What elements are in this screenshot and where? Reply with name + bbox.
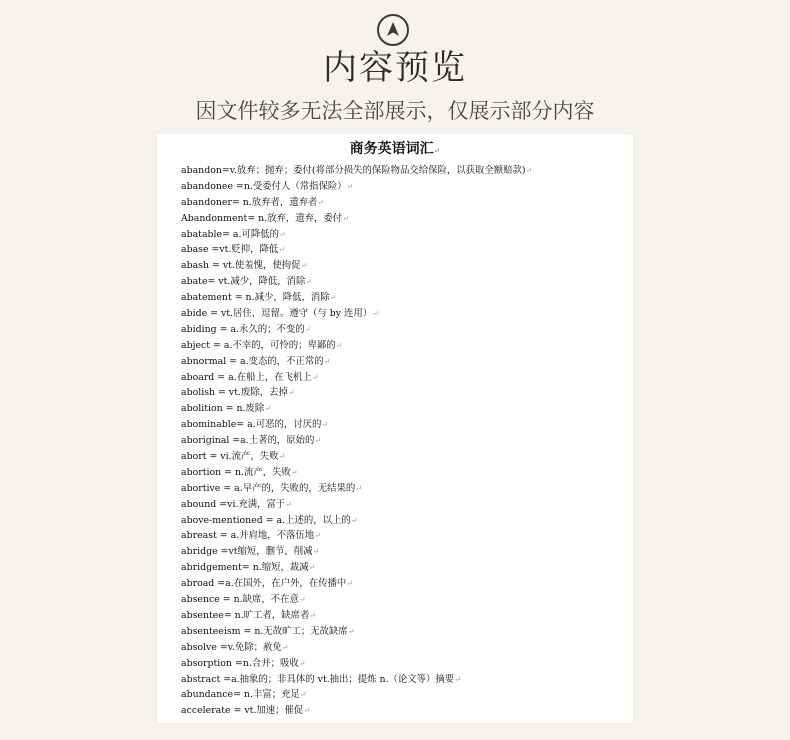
- vocabulary-entry-text: aboriginal =a.土著的，原始的: [181, 435, 315, 447]
- return-mark: ↵: [314, 531, 321, 541]
- vocabulary-entry: [181, 385, 629, 401]
- return-mark: ↵: [303, 706, 311, 716]
- return-mark: ↵: [347, 626, 355, 636]
- vocabulary-entry: [181, 449, 629, 465]
- return-mark: ↵: [300, 261, 308, 271]
- return-mark: ↵: [312, 547, 320, 557]
- vocabulary-entry-text: abandoner= n.放弃者，遗弃者: [181, 196, 318, 208]
- return-mark: ↵: [335, 340, 343, 350]
- vocabulary-entry-text: abort = vi.流产，失败: [181, 451, 279, 463]
- vocabulary-entry: [181, 179, 629, 195]
- vocabulary-entry-text: absorption =n.合并；吸收: [181, 657, 299, 669]
- return-mark: ↵: [264, 404, 271, 414]
- return-mark: ↵: [525, 166, 533, 175]
- return-mark: ↵: [278, 452, 286, 462]
- return-mark: ↵: [309, 610, 317, 620]
- vocabulary-entry: [181, 322, 629, 338]
- return-mark: ↵: [346, 579, 353, 589]
- return-mark: ↵: [278, 245, 285, 255]
- return-mark: ↵: [342, 213, 349, 223]
- vocabulary-entry: [181, 608, 629, 624]
- vocabulary-entry: [181, 624, 629, 640]
- return-mark: ↵: [372, 309, 379, 319]
- vocabulary-entry: [181, 656, 629, 672]
- vocabulary-entry-text: abatable= a.可降低的: [181, 228, 279, 240]
- vocabulary-entry-text: abject = a.不幸的，可怜的；卑鄙的: [181, 339, 336, 351]
- vocabulary-entry: [181, 640, 629, 656]
- vocabulary-entry: [181, 497, 629, 513]
- return-mark: ↵: [314, 436, 322, 446]
- vocabulary-entry-text: abundance= n.丰富；充足: [181, 689, 300, 701]
- vocabulary-entry-text: Abandonment= n.放弃，遗弃，委付: [181, 212, 343, 224]
- vocabulary-entry: [181, 481, 629, 497]
- vocabulary-entry: [181, 417, 629, 433]
- vocabulary-entry: [181, 576, 629, 592]
- vocabulary-entry: [181, 544, 629, 560]
- vocabulary-entry-text: abandonee =n.受委付人（常指保险）: [181, 180, 347, 192]
- return-mark: ↵: [346, 181, 354, 191]
- vocabulary-entry-text: aboard = a.在船上，在飞机上: [181, 371, 312, 383]
- vocabulary-entry-text: abstract =a.抽象的；非具体的 vt.抽出；提炼 n.（论文等）摘要: [181, 673, 455, 685]
- vocabulary-entry-text: abide = vt.居住，逗留。遵守（与 by 连用）: [181, 308, 373, 320]
- page-subtitle: 因文件较多无法全部展示，仅展示部分内容: [195, 99, 595, 123]
- vocabulary-entry: [181, 703, 629, 719]
- return-mark: ↵: [323, 356, 331, 366]
- document-title: 商务英语词汇↵: [349, 141, 441, 157]
- vocabulary-entry: [181, 242, 629, 258]
- vocabulary-entry-text: abreast = a.并肩地，不落伍地: [181, 530, 315, 542]
- vocabulary-entry-text: abolish = vt.废除，去掉: [181, 387, 288, 399]
- vocabulary-entry-text: absence = n.缺席，不在意: [181, 594, 299, 606]
- vocabulary-entry: [181, 687, 629, 703]
- compass-arrow-icon: [377, 14, 409, 46]
- vocabulary-entry: [181, 258, 629, 274]
- vocabulary-entry-text: abound =vi.充满，富于: [181, 498, 286, 510]
- vocabulary-entry-text: abatement = n.减少，降低，消除: [181, 292, 330, 304]
- return-mark: ↵: [298, 658, 306, 668]
- return-mark: ↵: [299, 690, 307, 700]
- return-mark: ↵: [305, 277, 313, 287]
- page-title: 内容预览: [323, 48, 467, 88]
- vocabulary-entry: [181, 433, 629, 449]
- return-mark: ↵: [304, 324, 312, 334]
- return-mark: ↵: [281, 642, 289, 652]
- vocabulary-entry-text: abash = vt.使羞愧，使拘促: [181, 260, 301, 272]
- vocabulary-entry: [181, 195, 629, 211]
- vocabulary-entry-text: absentee= n.旷工者，缺席者: [181, 609, 310, 621]
- return-mark: ↵: [317, 197, 325, 207]
- vocabulary-entry: [181, 528, 629, 544]
- vocabulary-entry-text: absenteeism = n.无故旷工；无故缺席: [181, 625, 348, 637]
- return-mark: ↵: [355, 483, 362, 493]
- vocabulary-entry-text: abridge =vt缩短，删节，削减: [181, 546, 313, 558]
- return-mark: ↵: [308, 563, 316, 573]
- return-mark: ↵: [321, 420, 329, 430]
- vocabulary-entry-text: abate= vt.减少，降低，消除: [181, 276, 306, 288]
- vocabulary-entry-text: abolition = n.废除: [181, 403, 265, 415]
- vocabulary-entry: [181, 290, 629, 306]
- vocabulary-entry-text: abiding = a.永久的；不变的: [181, 323, 305, 335]
- vocabulary-entry: [181, 274, 629, 290]
- vocabulary-entry-text: abandon=v.放弃；抛弃；委付(将部分损失的保险物品交给保险，以获取全额赔款): [181, 165, 526, 176]
- vocabulary-entry-text: absolve =v.免除；赦免: [181, 641, 282, 653]
- vocabulary-entry-text: accelerate = vt.加速；催促: [181, 705, 304, 717]
- return-mark: ↵: [454, 674, 461, 684]
- vocabulary-entry: [181, 306, 629, 322]
- vocabulary-entry: [181, 672, 629, 688]
- vocabulary-entry-text: abroad =a.在国外，在户外，在传播中: [181, 578, 347, 590]
- vocabulary-entry-text: abortive = a.早产的，失败的，无结果的: [181, 482, 356, 494]
- return-mark: ↵: [298, 595, 306, 605]
- vocabulary-entry: [181, 211, 629, 227]
- vocabulary-list: [181, 163, 629, 719]
- vocabulary-entry: [181, 560, 629, 576]
- return-mark: ↵: [311, 372, 319, 382]
- document-preview[interactable]: [157, 134, 633, 723]
- return-mark: ↵: [329, 293, 337, 303]
- vocabulary-entry: [181, 592, 629, 608]
- vocabulary-entry: [181, 370, 629, 386]
- return-mark: ↵: [287, 388, 295, 398]
- vocabulary-entry-text: abortion = n.流产，失败: [181, 466, 291, 478]
- return-mark: ↵: [285, 499, 293, 509]
- return-mark: ↵: [350, 515, 358, 525]
- return-mark: ↵: [279, 229, 286, 239]
- vocabulary-entry: [181, 163, 629, 179]
- vocabulary-entry: [181, 354, 629, 370]
- vocabulary-entry-text: above-mentioned = a.上述的，以上的: [181, 514, 351, 526]
- vocabulary-entry-text: abase =vt.贬抑，降低: [181, 244, 279, 256]
- return-mark: ↵: [290, 467, 298, 477]
- vocabulary-entry-text: abnormal = a.变态的，不正常的: [181, 355, 324, 367]
- vocabulary-entry-text: abominable= a.可恶的，讨厌的: [181, 419, 322, 431]
- vocabulary-entry: [181, 227, 629, 243]
- vocabulary-entry: [181, 401, 629, 417]
- vocabulary-entry: [181, 465, 629, 481]
- vocabulary-entry-text: abridgement= n.缩短，裁减: [181, 562, 309, 574]
- vocabulary-entry: [181, 338, 629, 354]
- vocabulary-entry: [181, 513, 629, 529]
